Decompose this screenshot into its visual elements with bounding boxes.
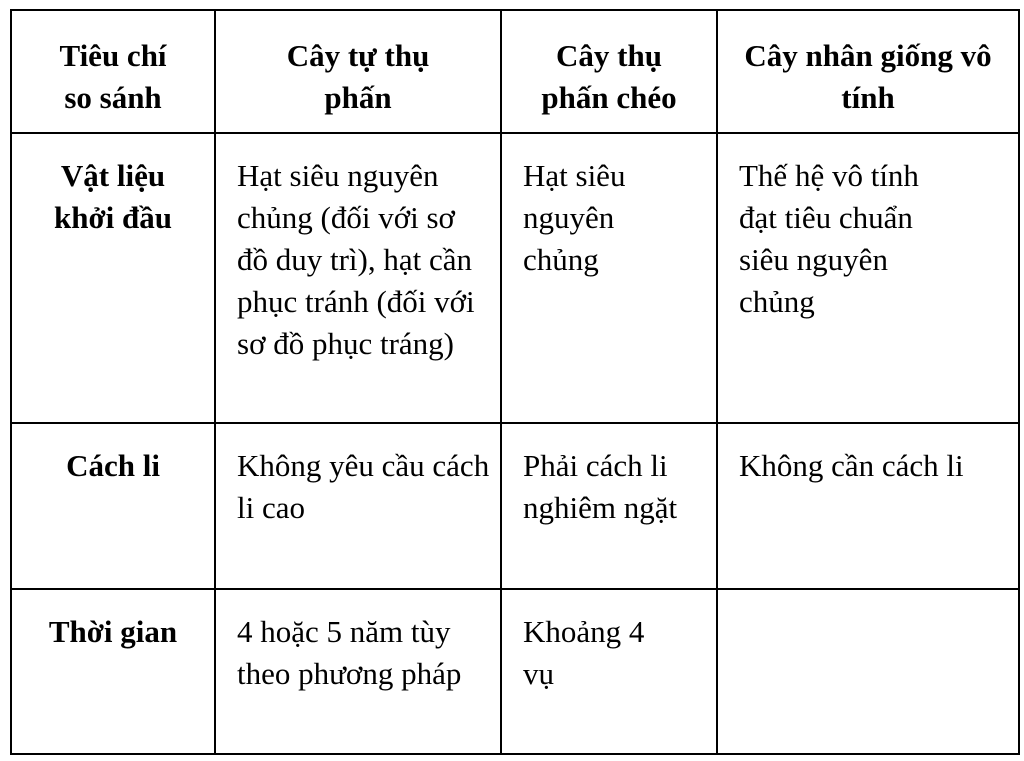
cell-text: Hạt siêu nguyên chủng (đối với sơ đồ duy trì), hạt cần phục tránh (đối với sơ đồ phục tráng) — [237, 158, 475, 361]
table-cell — [215, 423, 501, 589]
table-cell — [215, 589, 501, 754]
row-label-starting-material — [11, 133, 215, 423]
cell-text: 4 hoặc 5 năm tùy theo phương pháp — [237, 614, 462, 691]
table-cell — [501, 133, 717, 423]
cell-text: Không yêu cầu cách li cao — [237, 448, 490, 525]
row-label-duration — [11, 589, 215, 754]
row-label-text: Thời gian — [48, 614, 178, 649]
header-criteria — [11, 10, 215, 133]
table-cell — [717, 133, 1019, 423]
table-cell — [501, 423, 717, 589]
header-asexual-propagation-text: Cây nhân giống vô tính — [744, 38, 992, 115]
table-row — [11, 423, 1019, 589]
cell-text: Không cần cách li — [739, 448, 964, 483]
row-label-text: Vật liệu khởi đầu — [54, 158, 172, 235]
header-criteria-text: Tiêu chí so sánh — [59, 38, 167, 115]
row-label-text: Cách li — [66, 448, 160, 483]
cell-text: Khoảng 4 vụ — [523, 614, 645, 691]
cell-text: Hạt siêu nguyên chủng — [523, 158, 626, 277]
table-cell — [717, 423, 1019, 589]
header-cross-pollinated-text: Cây thụ phấn chéo — [541, 38, 677, 115]
header-self-pollinated-text: Cây tự thụ phấn — [286, 38, 430, 115]
comparison-table — [10, 9, 1020, 755]
table-row — [11, 133, 1019, 423]
table-header-row — [11, 10, 1019, 133]
table-row — [11, 589, 1019, 754]
header-cross-pollinated — [501, 10, 717, 133]
row-label-isolation — [11, 423, 215, 589]
header-asexual-propagation — [717, 10, 1019, 133]
table-cell — [215, 133, 501, 423]
cell-text: Phải cách li nghiêm ngặt — [523, 448, 678, 525]
cell-text: Thế hệ vô tính đạt tiêu chuẩn siêu nguyên chủng — [739, 158, 919, 319]
header-self-pollinated — [215, 10, 501, 133]
table-cell — [717, 589, 1019, 754]
table-cell — [501, 589, 717, 754]
